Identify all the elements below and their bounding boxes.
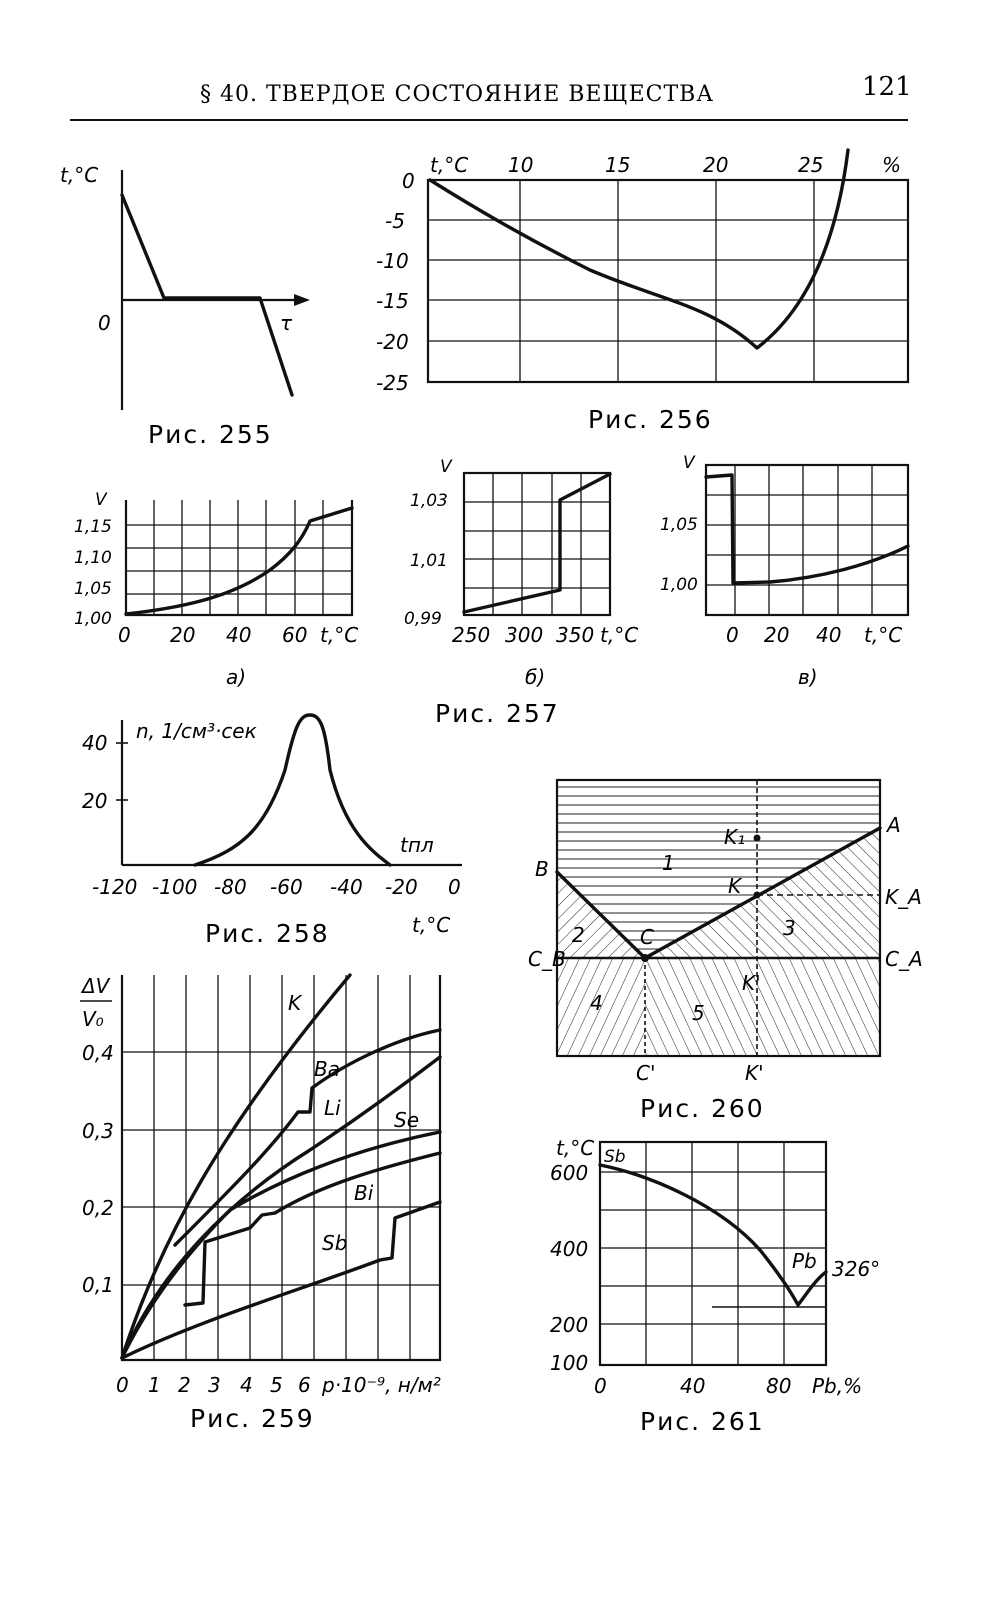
figure-257b [404,457,638,689]
fig259-curve-bi [185,1153,440,1305]
fig257c-x-tick: 20 [764,623,790,647]
fig261-x-label: Pb,% [812,1374,863,1398]
fig257a-y-tick: 1,05 [74,579,112,599]
fig261-caption: Рис. 261 [640,1407,765,1436]
fig261-y-tick: 100 [550,1351,589,1375]
fig256-x-tick: 25 [798,153,824,177]
fig259-series-label: Se [394,1108,419,1132]
fig260-region-label: 3 [783,916,796,940]
fig261-pb-label: Pb [792,1249,817,1273]
fig256-y-tick: -5 [385,209,405,233]
fig261-y-tick: 400 [550,1237,589,1261]
fig257c-x-tick: 40 [816,623,842,647]
fig257a-x-tick: 60 [282,623,308,647]
fig260-label-ca: C_A [885,947,923,971]
fig257a-y-tick: 1,10 [74,548,112,568]
fig258-x-tick: 0 [448,875,461,899]
fig257c-x-label: t,°C [864,623,903,647]
fig258-x-tick: -80 [214,875,247,899]
running-header: § 40. ТВЕРДОЕ СОСТОЯНИЕ ВЕЩЕСТВА [200,82,714,107]
page-number: 121 [862,72,912,102]
fig256-x-tick: 20 [703,153,729,177]
fig258-caption: Рис. 258 [205,919,330,948]
fig260-label-ka: K_A [885,885,922,909]
fig259-x-tick: 0 [116,1373,129,1397]
fig258-x-tick: -20 [385,875,418,899]
fig255-caption: Рис. 255 [148,420,273,449]
fig256-y-tick: -15 [376,289,409,313]
fig259-x-tick: 5 [270,1373,283,1397]
fig260-region-label: 5 [692,1001,705,1025]
fig260-label-k1: K₁ [724,825,746,849]
fig259-x-tick: 2 [178,1373,191,1397]
fig259-caption: Рис. 259 [190,1404,315,1433]
figure-256 [376,150,908,434]
fig260-region-label: 2 [572,923,585,947]
fig260-label-b: B [535,857,549,881]
fig261-x-tick: 0 [594,1374,607,1398]
fig260-label-kprime-axis: K' [745,1061,764,1085]
fig260-label-cb: C_B [528,947,566,971]
fig255-y-label: t,°C [60,163,99,187]
fig257-caption: Рис. 257 [435,699,560,728]
fig256-y-tick: -25 [376,371,409,395]
fig258-x-tick: -100 [152,875,198,899]
fig257c-curve [706,475,908,583]
fig256-y-tick: -20 [376,330,409,354]
fig261-y-tick: 600 [550,1161,589,1185]
fig260-label-a: A [887,813,901,837]
figure-260 [528,780,923,1123]
fig257b-x-tick: 300 [505,623,544,647]
figure-258 [82,715,462,948]
fig260-caption: Рис. 260 [640,1094,765,1123]
fig259-y-tick: 0,1 [82,1273,114,1297]
fig258-y-label: n, 1/см³·сек [136,719,257,743]
fig257a-y-tick: 1,00 [74,609,112,629]
fig260-point-k [754,892,761,899]
fig260-label-k: K [728,874,742,898]
fig258-y-tick: 20 [82,789,108,813]
fig257b-x-label: t,°C [600,623,639,647]
figure-261 [550,1136,880,1436]
fig259-series-label: K [288,991,302,1015]
figure-259 [80,974,441,1433]
fig257c-y-tick: 1,00 [660,575,698,595]
fig259-y-tick: 0,4 [82,1041,114,1065]
fig257b-y-tick: 0,99 [404,609,442,629]
fig259-x-tick: 4 [240,1373,253,1397]
fig260-label-c: C [640,925,654,949]
fig260-point-c [641,954,649,962]
fig260-label-cprime: C' [636,1061,656,1085]
fig257c-y-label: V [683,453,695,473]
fig257b-curve [464,474,610,612]
fig257a-sub: а) [226,665,247,689]
fig259-x-tick: 6 [298,1373,311,1397]
figure-257a [74,490,358,689]
fig256-caption: Рис. 256 [588,405,713,434]
fig257b-y-tick: 1,01 [410,551,448,571]
fig258-x-tick: -40 [330,875,363,899]
fig260-point-k1 [754,835,761,842]
fig261-sb-label: Sb [604,1147,626,1167]
fig259-x-label: p·10⁻⁹, н/м² [322,1373,441,1397]
fig257c-frame [706,465,908,615]
fig257b-x-tick: 250 [452,623,491,647]
fig257a-x-tick: 40 [226,623,252,647]
fig261-y-tick: 200 [550,1313,589,1337]
fig257b-y-label: V [440,457,452,477]
fig260-region-5 [645,958,880,1056]
fig260-label-kprime: K' [742,971,761,995]
fig257a-y-label: V [95,490,107,510]
figure-257c [660,453,908,689]
fig260-region-label: 1 [662,851,675,875]
fig261-temp-label: 326° [832,1257,881,1281]
fig261-x-tick: 40 [680,1374,706,1398]
fig258-x-tick: -120 [92,875,138,899]
fig258-y-tick: 40 [82,731,108,755]
fig258-x-tick: -60 [270,875,303,899]
fig259-x-tick: 1 [148,1373,161,1397]
fig257c-y-tick: 1,05 [660,515,698,535]
fig259-series-label: Bi [354,1181,374,1205]
fig259-x-tick: 3 [208,1373,221,1397]
fig256-y-tick: -10 [376,249,409,273]
fig256-percent-label: % [882,153,902,177]
fig261-x-tick: 80 [766,1374,792,1398]
fig258-annotation: tпл [400,833,434,857]
fig257a-curve [126,508,352,614]
fig255-curve [122,195,292,395]
fig257b-y-tick: 1,03 [410,491,448,511]
fig257b-x-tick: 350 [556,623,595,647]
fig255-x-label: τ [280,311,293,335]
fig261-y-label: t,°C [556,1136,595,1160]
fig257a-x-label: t,°C [320,623,359,647]
fig259-curve-ba [175,1030,440,1245]
fig259-y-label-den: V₀ [82,1007,104,1031]
fig260-region-label: 4 [590,991,603,1015]
fig255-x-arrow [294,294,310,306]
fig261-liquidus [600,1165,826,1305]
fig256-corner-label: t,°C [430,153,469,177]
fig257b-sub: б) [525,665,546,689]
fig257c-sub: в) [798,665,818,689]
fig257a-y-tick: 1,15 [74,517,112,537]
fig257c-x-tick: 0 [726,623,739,647]
fig257a-x-tick: 20 [170,623,196,647]
fig256-x-tick: 10 [508,153,534,177]
fig256-y-tick: 0 [402,169,415,193]
fig259-series-label: Ba [314,1057,340,1081]
fig258-x-label: t,°C [412,913,451,937]
fig255-zero: 0 [98,311,111,335]
fig259-series-label: Li [324,1096,341,1120]
fig259-series-label: Sb [322,1231,348,1255]
figure-255 [60,163,310,449]
fig259-y-tick: 0,2 [82,1196,114,1220]
fig256-x-tick: 15 [605,153,631,177]
fig259-y-label-num: ΔV [82,974,110,998]
fig257a-x-tick: 0 [118,623,131,647]
fig259-y-tick: 0,3 [82,1119,114,1143]
